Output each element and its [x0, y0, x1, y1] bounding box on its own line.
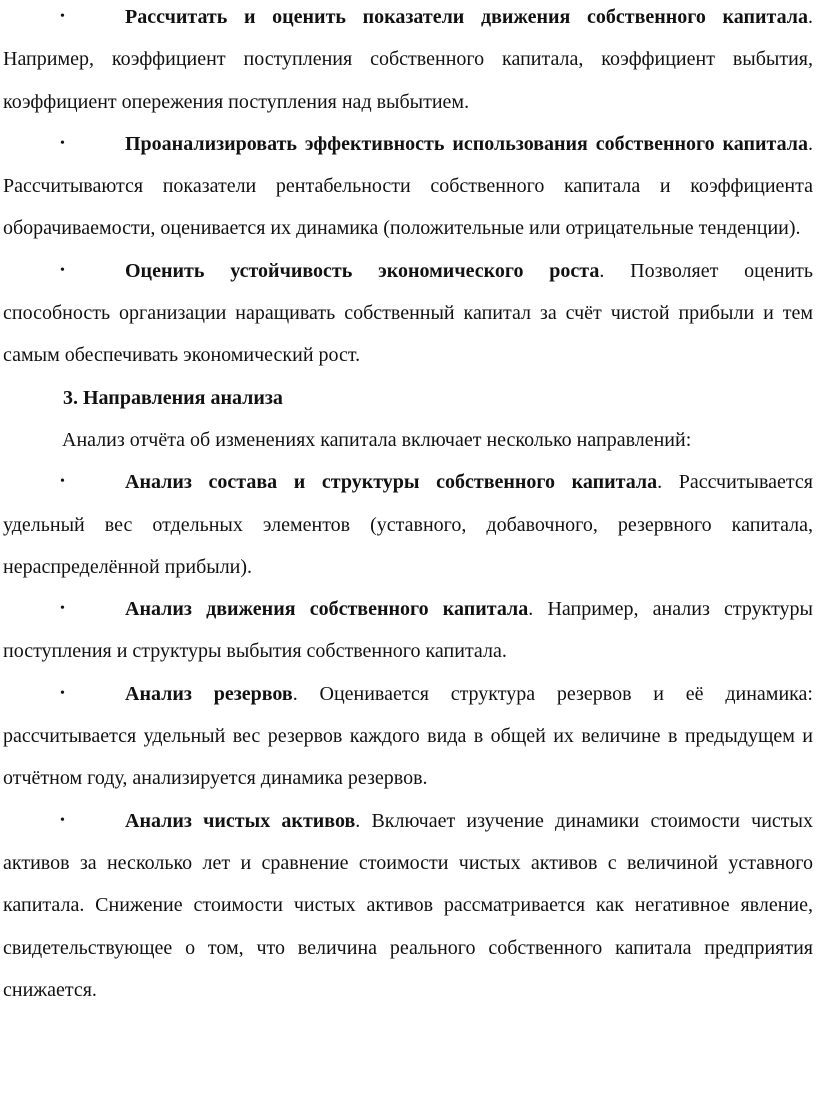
- bullet-item: [3, 673, 813, 800]
- bullet-bold-lead: Анализ состава и структуры собственного капитала: [125, 471, 658, 494]
- bullet-rest-text: . Позволяет оценить способность организации наращивать собственный капитал за счёт чистой прибыли и тем самым обеспечивать экономический рост.: [3, 259, 814, 367]
- bullet-bold-lead: Анализ чистых активов: [125, 809, 356, 832]
- section-heading: 3. Направления анализа: [63, 386, 283, 409]
- bullet-text: [3, 673, 813, 800]
- bullet-bold-lead: Анализ движения собственного капитала: [125, 598, 529, 621]
- bullet-dot: •: [60, 474, 65, 490]
- bullet-text: [3, 250, 813, 377]
- bullet-item: [3, 588, 813, 673]
- bullet-item: [3, 461, 813, 588]
- bullet-item: [3, 800, 813, 1011]
- bullet-dot: •: [60, 812, 65, 828]
- bullet-item: [3, 250, 813, 377]
- bullet-bold-lead: Рассчитать и оценить показатели движения собственного капитала: [125, 6, 808, 28]
- bullet-rest-text: . Рассчитывается удельный вес отдельных элементов (уставного, добавочного, резервного капитала, нераспределённой прибыли).: [3, 471, 813, 578]
- bullet-text: [3, 800, 813, 1011]
- paragraph: Анализ отчёта об изменениях капитала включает несколько направлений:: [62, 428, 692, 451]
- bullet-item: [3, 123, 813, 250]
- bullet-bold-lead: Оценить устойчивость экономического роста: [125, 259, 600, 282]
- bullet-text: [3, 461, 813, 588]
- bullet-rest-text: . Включает изучение динамики стоимости чистых активов за несколько лет и сравнение стоимости чистых активов с величиной уставного капитала. Снижение стоимости чистых активов рассматривается как негативное явление, свидетельствующее о том, что величина реального собственного капитала предприятия снижается.: [3, 809, 813, 1001]
- bullet-dot: •: [60, 601, 65, 617]
- bullet-bold-lead: Проанализировать эффективность использования собственного капитала: [125, 132, 808, 155]
- bullet-rest-text: . Например, коэффициент поступления собственного капитала, коэффициент выбытия, коэффициент опережения поступления над выбытием.: [3, 6, 813, 113]
- bullet-rest-text: . Например, анализ структуры поступления и структуры выбытия собственного капитала.: [3, 598, 813, 663]
- bullet-rest-text: . Оценивается структура резервов и её динамика: рассчитывается удельный вес резервов каждого вида в общей их величине в предыдущем и отчётном году, анализируется динамика резервов.: [3, 682, 813, 790]
- bullet-bold-lead: Анализ резервов: [125, 682, 293, 705]
- bullet-text: [3, 588, 813, 673]
- bullet-item: [3, 0, 813, 123]
- bullet-dot: •: [60, 9, 65, 24]
- bullet-dot: •: [60, 262, 65, 278]
- bullet-rest-text: . Рассчитываются показатели рентабельности собственного капитала и коэффициента оборачиваемости, оценивается их динамика (положительные или отрицательные тенденции).: [3, 132, 813, 240]
- bullet-dot: •: [60, 685, 65, 701]
- bullet-dot: •: [60, 135, 65, 151]
- bullet-text: [3, 123, 813, 250]
- bullet-text: [3, 0, 813, 123]
